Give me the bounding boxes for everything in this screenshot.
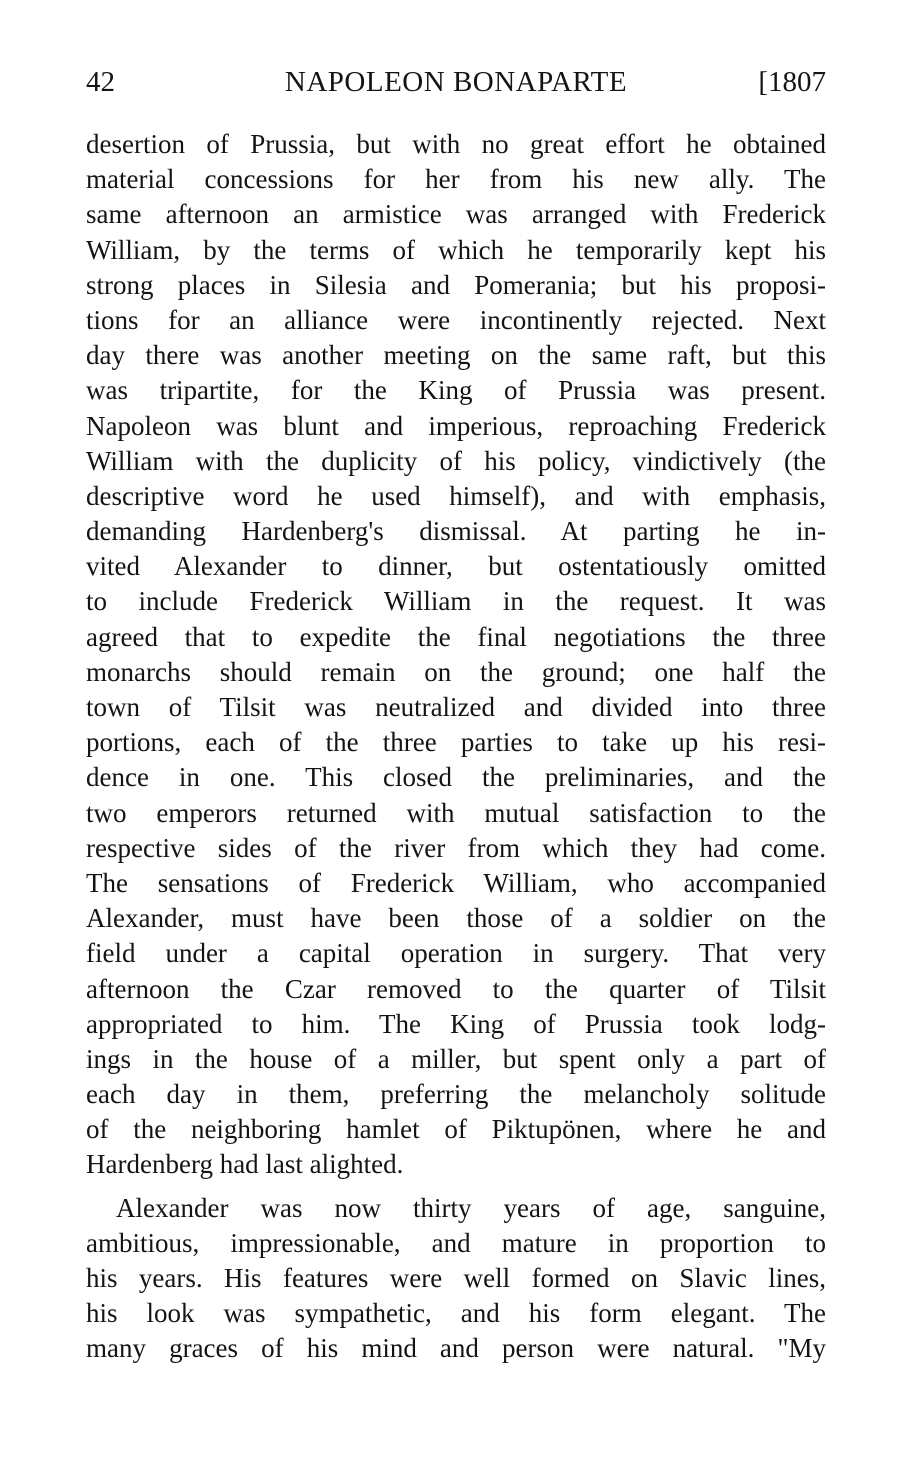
text-line: vited Alexander to dinner, but ostentatiously omitted: [86, 551, 826, 582]
text-line: town of Tilsit was neutralized and divided into three: [86, 692, 826, 722]
text-line: desertion of Prussia, but with no great effort he obtained: [86, 129, 826, 159]
text-line: tions for an alliance were incontinently rejected. Next: [86, 304, 826, 335]
text-line: his years. His features were well formed on Slavic lines,: [86, 1263, 826, 1293]
text-line: afternoon the Czar removed to the quarter of Tilsit: [86, 973, 826, 1004]
page-number: 42: [86, 66, 115, 98]
text-line: Alexander was now thirty years of age, sanguine,: [116, 1192, 826, 1223]
text-line: ambitious, impressionable, and mature in proportion to: [86, 1227, 826, 1258]
paragraph-2: [86, 1191, 826, 1367]
text-line: respective sides of the river from which they had come.: [86, 832, 826, 863]
paragraph-spacer: [86, 1183, 826, 1191]
text-line: of the neighboring hamlet of Piktupönen, where he and: [86, 1114, 826, 1145]
text-line: ings in the house of a miller, but spent only a part of: [86, 1043, 826, 1074]
text-line: demanding Hardenberg's dismissal. At parting he in-: [86, 516, 826, 547]
text-line: William, by the terms of which he temporarily kept his: [86, 234, 826, 265]
text-line: each day in them, preferring the melancholy solitude: [86, 1079, 826, 1110]
text-line: strong places in Silesia and Pomerania; but his proposi-: [86, 269, 826, 300]
text-line: descriptive word he used himself), and with emphasis,: [86, 480, 826, 511]
running-head: [86, 62, 826, 102]
text-line: day there was another meeting on the same raft, but this: [86, 340, 826, 371]
text-line: field under a capital operation in surgery. That very: [86, 938, 826, 969]
body-text: [86, 127, 826, 1367]
text-line: appropriated to him. The King of Prussia took lodg-: [86, 1008, 826, 1039]
text-line: many graces of his mind and person were natural. "My: [86, 1333, 826, 1364]
text-line: dence in one. This closed the preliminaries, and the: [86, 762, 826, 793]
text-line: agreed that to expedite the final negotiations the three: [86, 621, 826, 652]
text-line: was tripartite, for the King of Prussia was present.: [86, 375, 826, 406]
text-line: William with the duplicity of his policy, vindictively (the: [86, 445, 826, 476]
text-line: The sensations of Frederick William, who accompanied: [86, 867, 826, 898]
text-line: portions, each of the three parties to take up his resi-: [86, 727, 826, 758]
text-line: two emperors returned with mutual satisfaction to the: [86, 797, 826, 828]
text-line: to include Frederick William in the request. It was: [86, 586, 826, 617]
text-line: material concessions for her from his new ally. The: [86, 164, 826, 195]
text-line: Hardenberg had last alighted.: [86, 1149, 404, 1180]
text-line: same afternoon an armistice was arranged with Frederick: [86, 199, 826, 230]
text-line: his look was sympathetic, and his form elegant. The: [86, 1298, 826, 1329]
text-line: Napoleon was blunt and imperious, reproaching Frederick: [86, 410, 826, 441]
paragraph-1: [86, 127, 826, 1183]
text-line: monarchs should remain on the ground; one half the: [86, 656, 826, 687]
running-title: NAPOLEON BONAPARTE: [284, 66, 628, 98]
text-line: Alexander, must have been those of a soldier on the: [86, 903, 826, 934]
running-year: [1807: [758, 66, 826, 98]
